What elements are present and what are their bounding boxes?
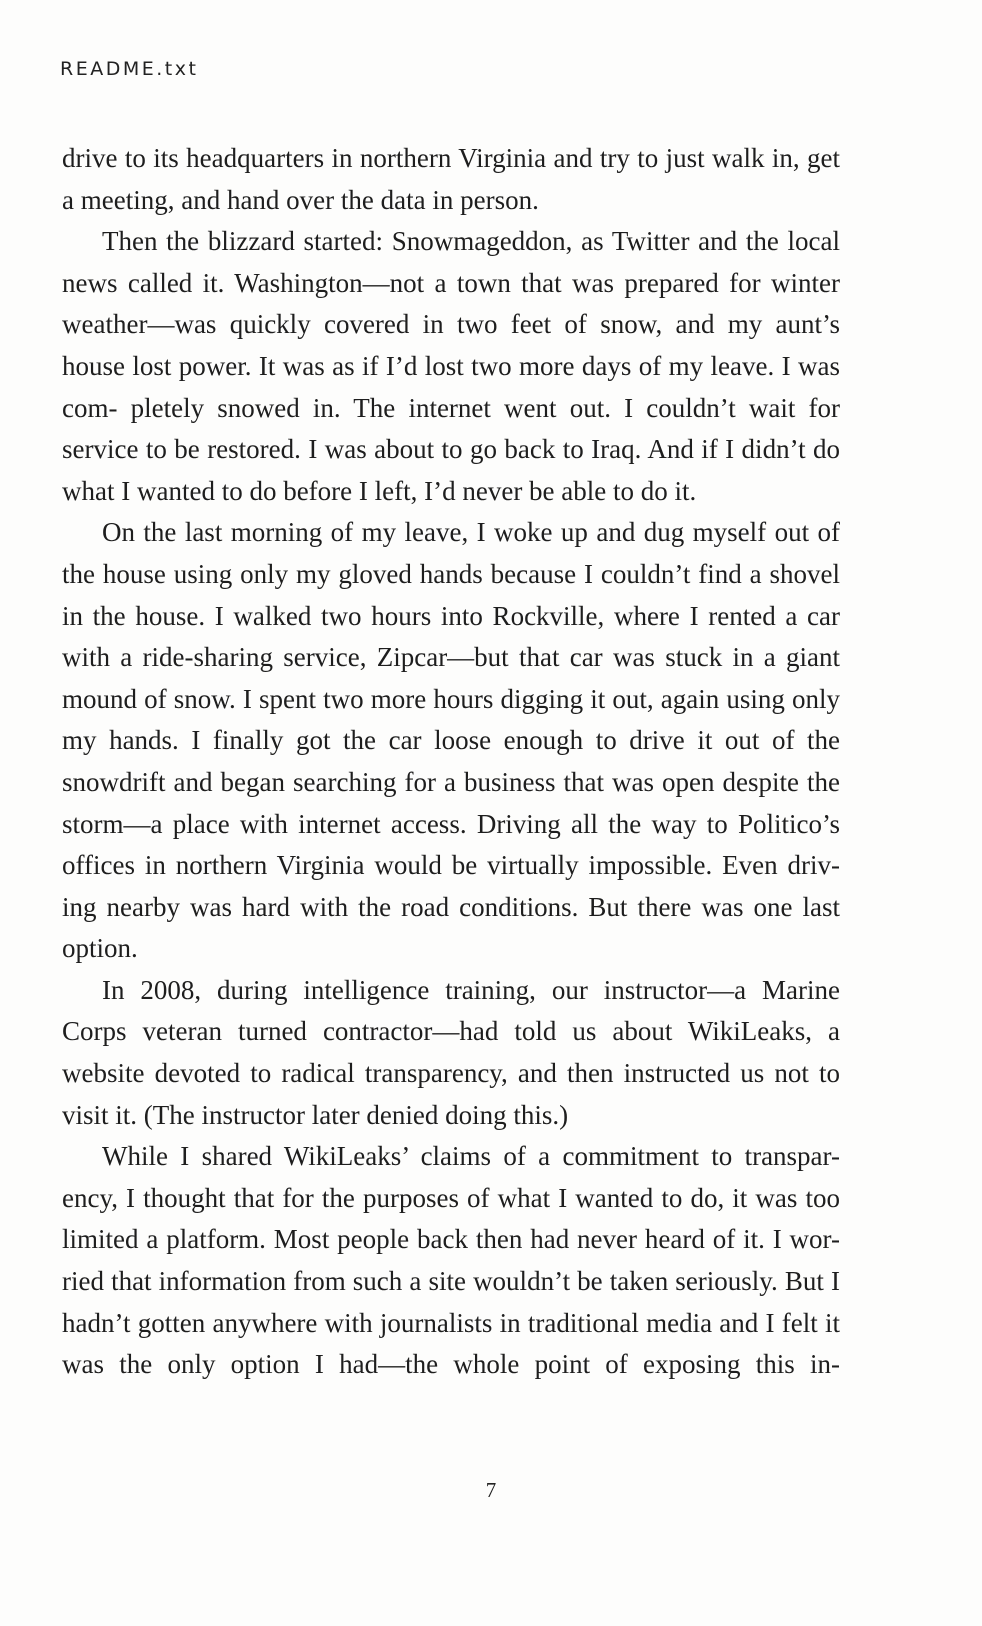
paragraph: In 2008, during intelligence training, our instructor—a Marine Corps veteran turned contractor—had told us about WikiLeaks, a website devoted to radical transparency, and then instructed us not to visit it. (The instructor later denied doing this.) xyxy=(62,974,840,1130)
running-head: README.txt xyxy=(60,58,199,80)
paragraph: On the last morning of my leave, I woke up and dug myself out of the house using only my gloved hands because I couldn’t find a shovel in the house. I walked two hours into Rockville, where I rented a car with a ride-sharing service, Zipcar—but that car was stuck in a giant mound of snow. I spent two more hours digging it out, again using only my hands. I finally got the car loose enough to drive it out of the snowdrift and began searching for a business that was open despite the storm—a place with internet access. Driving all the way to Politico’s offices in northern Virginia would be virtually impossible. Even driv- ing nearby was hard with the road conditions. But there was one last option. xyxy=(62,517,840,964)
paragraph: Then the blizzard started: Snowmageddon, as Twitter and the local news called it. Washington—not a town that was prepared for winter weather—was quickly covered in two feet of snow, and my aunt’s house lost power. It was as if I’d lost two more days of my leave. I was com- pletely snowed in. The internet went out. I couldn’t wait for service to be restored. I was about to go back to Iraq. And if I didn’t do what I wanted to do before I left, I’d never be able to do it. xyxy=(62,226,840,506)
paragraph: drive to its headquarters in northern Virginia and try to just walk in, get a meeting, and hand over the data in person. xyxy=(62,143,840,215)
page-number: 7 xyxy=(485,1478,497,1502)
body-text xyxy=(62,138,840,1386)
paragraph: While I shared WikiLeaks’ claims of a commitment to transpar- ency, I thought that for the purposes of what I wanted to do, it was too limited a platform. Most people back then had never heard of it. I wor- ried that information from such a site wouldn’t be taken seriously. But I hadn’t gotten anywhere with journalists in traditional media and I felt it was the only option I had—the whole point of exposing this in- xyxy=(62,1141,840,1380)
